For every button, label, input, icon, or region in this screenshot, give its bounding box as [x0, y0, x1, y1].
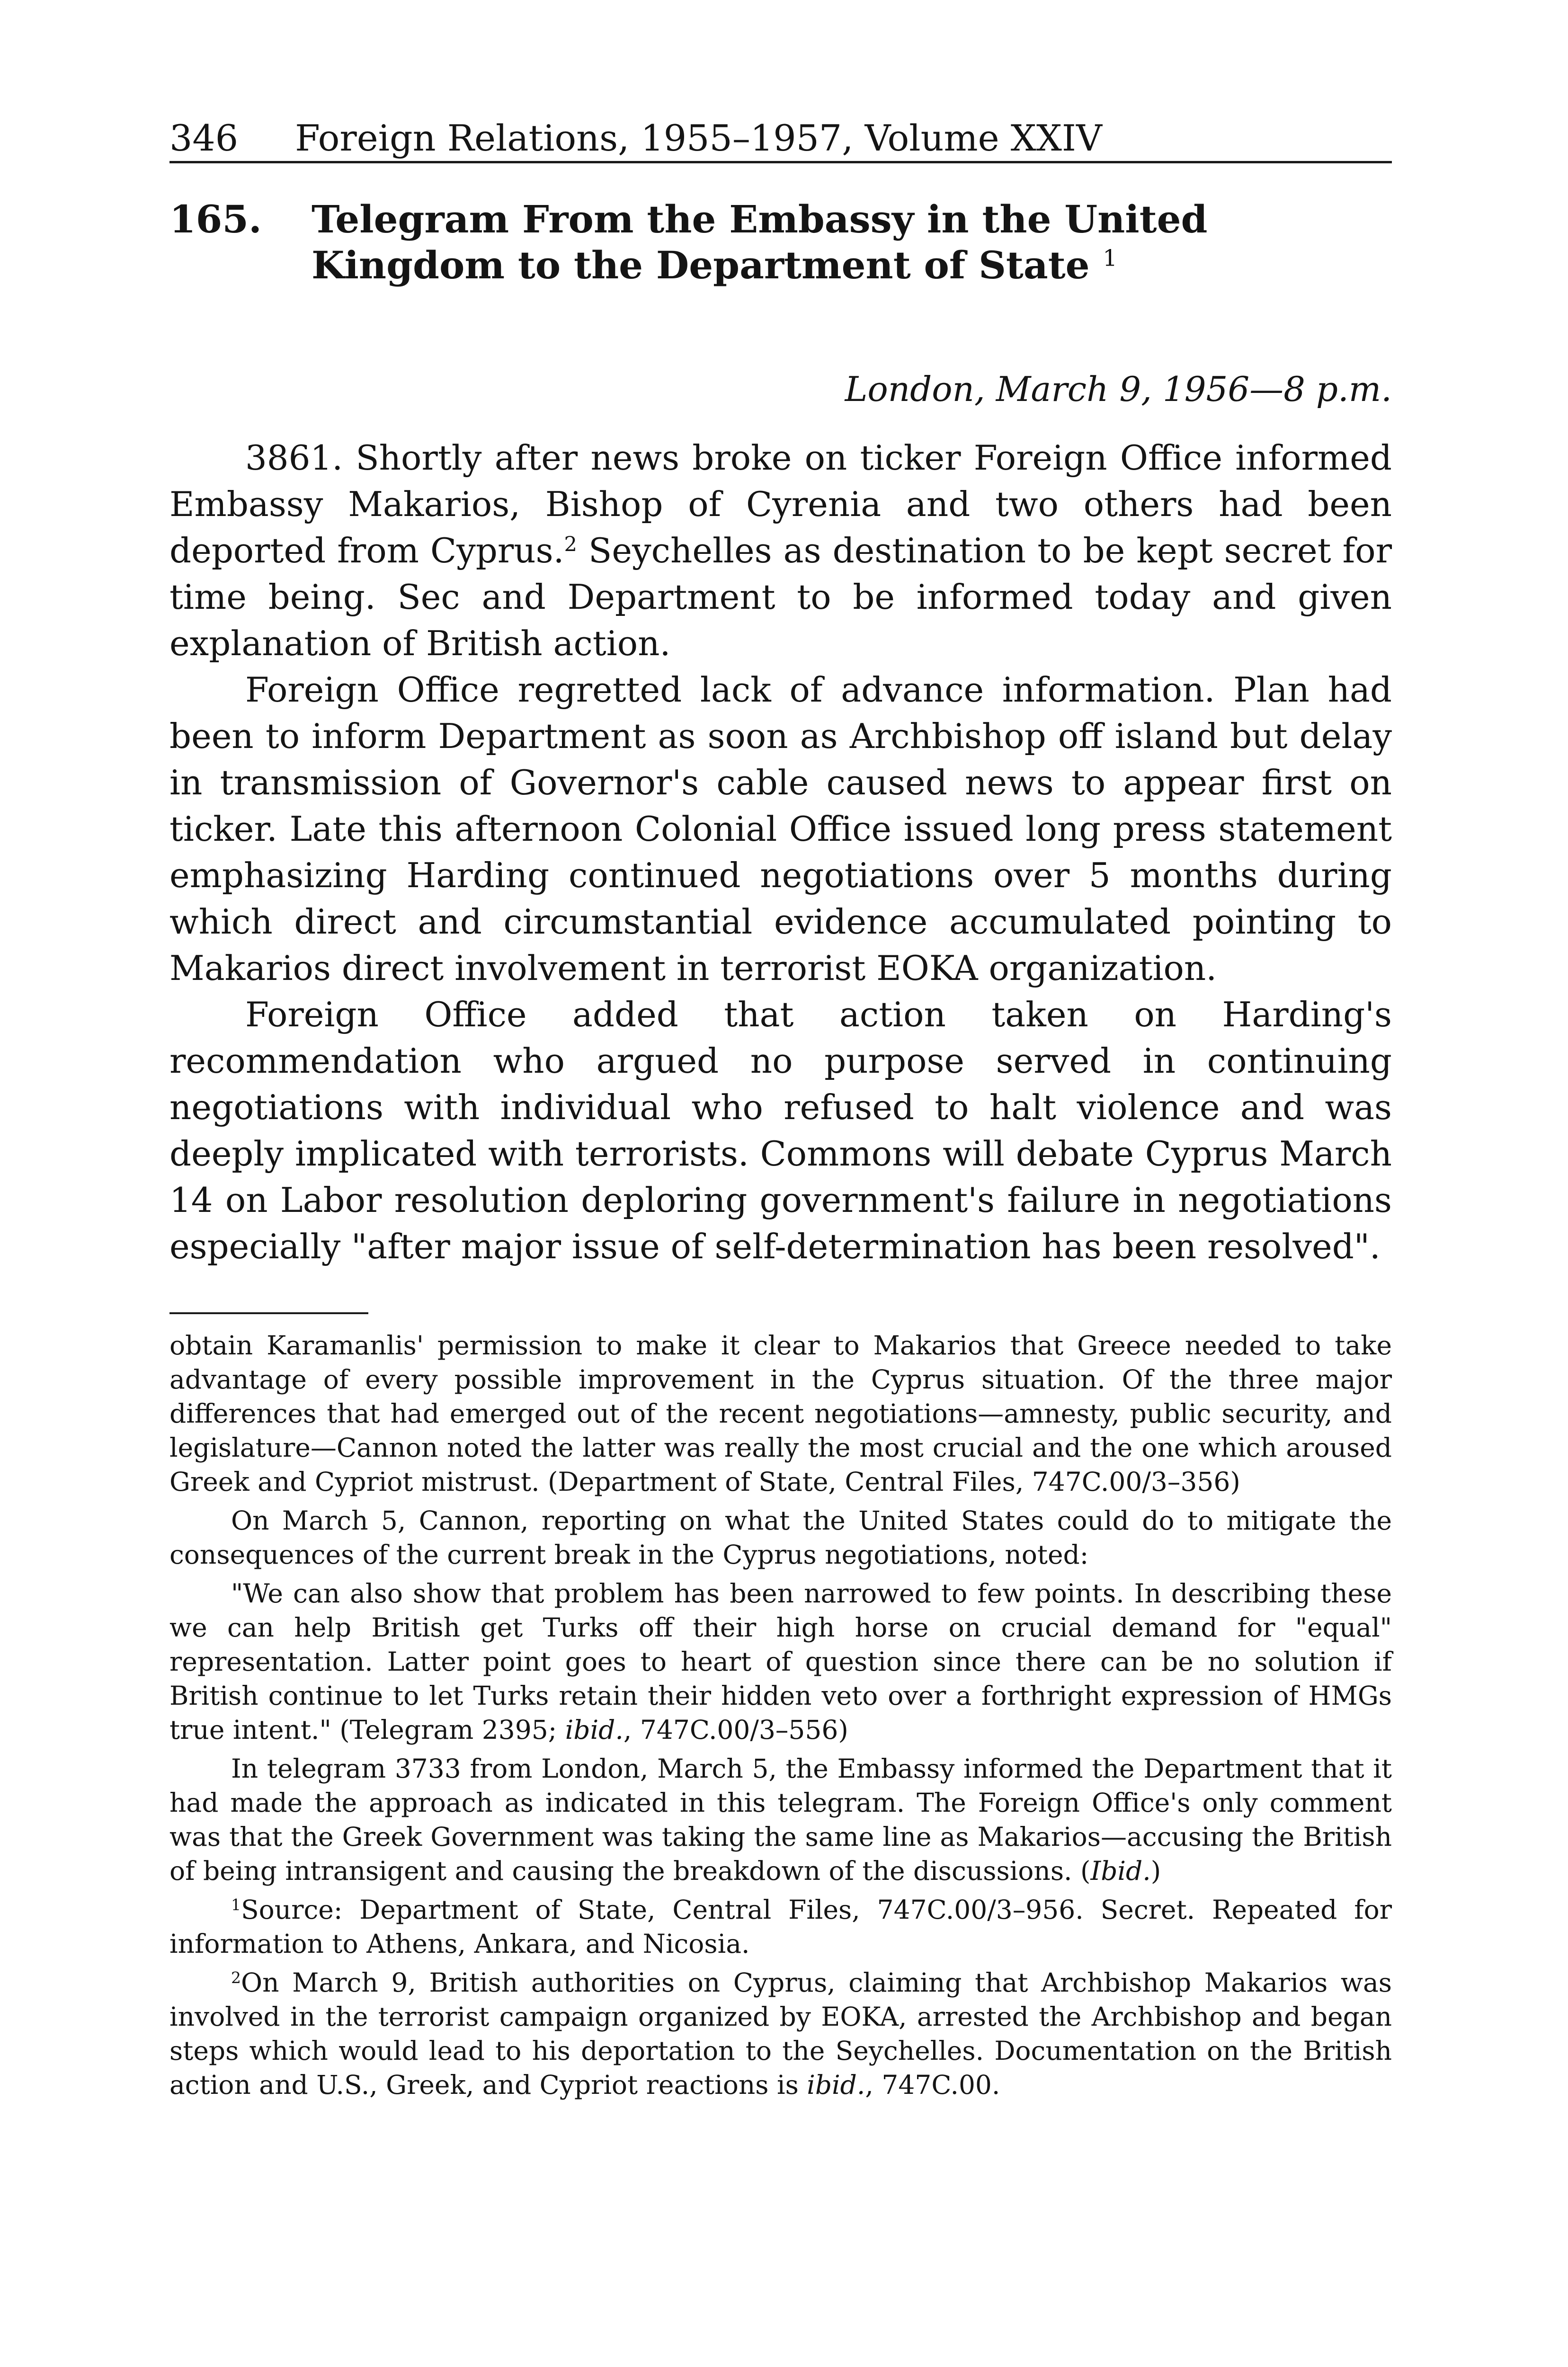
footnote-1-marker: 1 [231, 1895, 241, 1914]
running-head [169, 118, 1392, 163]
volume-title: Foreign Relations, 1955–1957, Volume XXIV [295, 117, 1102, 159]
telegram-close: ) [1150, 1855, 1161, 1886]
quote-text: "We can also show that problem has been narrowed to few points. In describing these we can help British get Turks off their high horse on crucial demand for "equal" representation. Latter point goes to heart of question since there can be no solution if British continue to let Turks retain their hidden veto over a forthright expression of HMGs true intent." (Telegram 2395; [169, 1578, 1392, 1745]
footnotes [169, 1328, 1392, 2102]
footnote-1-text: Source: Department of State, Central Files, 747C.00/3–956. Secret. Repeated for information to Athens, Ankara, and Nicosia. [169, 1894, 1392, 1959]
footnote-1 [169, 1893, 1392, 1961]
footnote-2-marker: 2 [231, 1968, 241, 1987]
footnote-2-text: On March 9, British authorities on Cyprus, claiming that Archbishop Makarios was involved in the terrorist campaign organized by EOKA, arrested the Archbishop and began steps which would lead to his deportation to the Seychelles. Documentation on the British action and U.S., Greek, and Cypriot reactions is [169, 1967, 1392, 2100]
paragraph-1 [169, 435, 1392, 667]
document-title-text: Telegram From the Embassy in the United Kingdom to the Department of State [312, 196, 1208, 288]
footnote-2 [169, 1966, 1392, 2102]
document-header [169, 196, 1392, 289]
footnote-telegram-3733 [169, 1752, 1392, 1888]
telegram-ibid: Ibid. [1090, 1855, 1151, 1886]
footnote-2-ibid: ibid. [807, 2069, 865, 2100]
footnote-2-citation: , 747C.00. [865, 2069, 1000, 2100]
telegram-body [169, 435, 1392, 1270]
paragraph-2: Foreign Office regretted lack of advance information. Plan had been to inform Department as soon as Archbishop off island but delay in transmission of Governor's cable caused news to appear first on ticker. Late this afternoon Colonial Office issued long press statement emphasizing Harding continued negotiations over 5 months during which direct and circumstantial evidence accumulated pointing to Makarios direct involvement in terrorist EOKA organization. [169, 669, 1392, 988]
document-page [169, 118, 1392, 2102]
telegram-3733-text: In telegram 3733 from London, March 5, the Embassy informed the Department that it had made the approach as indicated in this telegram. The Foreign Office's only comment was that the Greek Government was taking the same line as Makarios—accusing the British of being intransigent and causing the breakdown of the discussions. ( [169, 1753, 1392, 1886]
document-title [312, 196, 1392, 289]
quote-citation: , 747C.00/3–556) [623, 1714, 848, 1745]
dateline: London, March 9, 1956—8 p.m. [845, 369, 1392, 409]
document-number: 165. [169, 196, 262, 241]
footnote-quote [169, 1576, 1392, 1747]
footnote-ref-1: 1 [1103, 245, 1117, 272]
paragraph-1-text: 3861. Shortly after news broke on ticker Foreign Office informed Embassy Makarios, Bishop of Cyrenia and two others had been deported from Cyprus. [169, 437, 1392, 570]
paragraph-1-continued: Seychelles as destination to be kept secret for time being. Sec and Department to be informed today and given explanation of British action. [169, 530, 1392, 663]
page-number: 346 [169, 117, 239, 159]
paragraph-3: Foreign Office added that action taken on Harding's recommendation who argued no purpose served in continuing negotiations with individual who refused to halt violence and was deeply implicated with terrorists. Commons will debate Cyprus March 14 on Labor resolution deploring government's failure in negotiations especially "after major issue of self-determination has been resolved". [169, 994, 1392, 1266]
footnote-continuation: obtain Karamanlis' permission to make it clear to Makarios that Greece needed to take advantage of every possible improvement in the Cyprus situation. Of the three major differences that had emerged out of the recent negotiations—amnesty, public security, and legislature—Cannon noted the latter was really the most crucial and the one which aroused Greek and Cypriot mistrust. (Department of State, Central Files, 747C.00/3–356) [169, 1330, 1392, 1497]
quote-ibid: ibid. [565, 1714, 624, 1745]
footnote-ref-2: 2 [564, 533, 577, 557]
footnote-cannon-report: On March 5, Cannon, reporting on what the United States could do to mitigate the consequences of the current break in the Cyprus negotiations, noted: [169, 1505, 1392, 1570]
footnote-divider [169, 1312, 368, 1314]
